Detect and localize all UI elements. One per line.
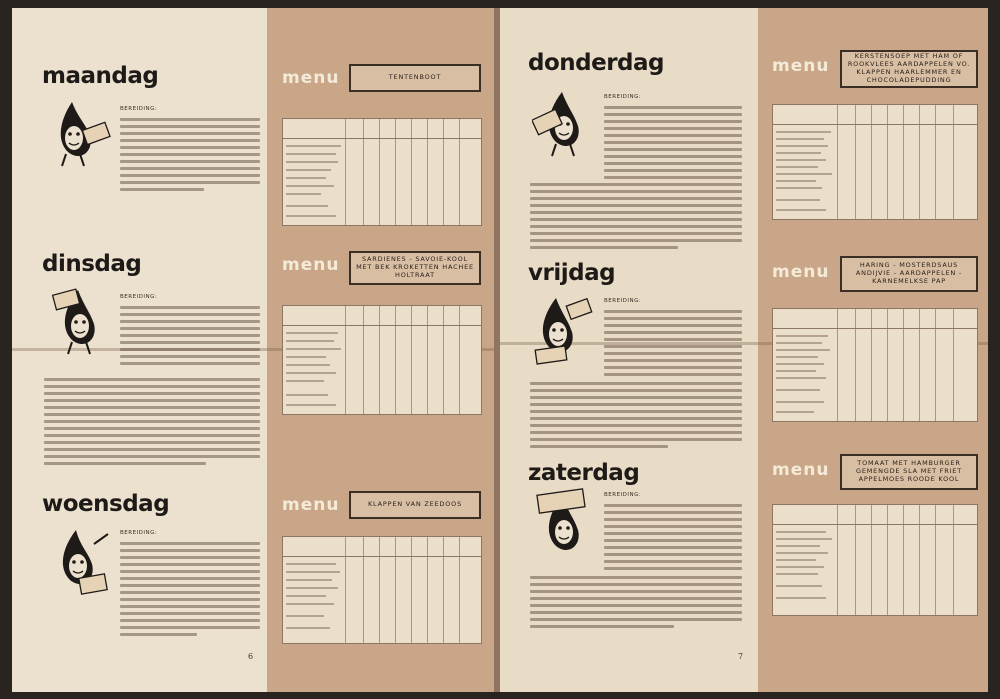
day-title-donderdag: donderdag xyxy=(528,50,664,76)
recipe-text-woensdag xyxy=(120,542,260,640)
recipe-text-dinsdag-a xyxy=(120,306,260,369)
menu-word: menu xyxy=(772,56,830,76)
menu-title-box xyxy=(349,491,481,519)
nutrition-table xyxy=(282,118,482,226)
bereiding-label: BEREIDING: xyxy=(604,94,642,100)
menu-word: menu xyxy=(282,255,340,275)
day-title-woensdag: woensdag xyxy=(42,491,170,517)
menu-word: menu xyxy=(772,460,830,480)
day-title-dinsdag: dinsdag xyxy=(42,251,142,277)
recipe-text-vrijdag-b xyxy=(530,382,742,452)
recipe-text-zaterdag-b xyxy=(530,576,742,632)
nutrition-table xyxy=(282,536,482,644)
recipe-text-donderdag-a xyxy=(604,106,742,183)
right-page xyxy=(500,8,988,692)
bereiding-label: BEREIDING: xyxy=(120,294,158,300)
menu-word: menu xyxy=(282,495,340,515)
recipe-text-vrijdag-a xyxy=(604,310,742,380)
nutrition-table xyxy=(772,104,978,220)
mascot-icon xyxy=(50,96,114,170)
page-number: 6 xyxy=(248,652,254,661)
menu-title: KERSTENSOEP MET HAM OF ROOKVLEES AARDAPPELEN VO. KLAPPEN HAARLEMMER EN CHOCOLADEPUDDING xyxy=(847,52,971,84)
mascot-icon xyxy=(532,292,596,366)
recipe-text-zaterdag-a xyxy=(604,504,742,574)
menu-title: SARDIENES - SAVOIE-KOOL MET BEK KROKETTEN HACHEE HOLTRAAT xyxy=(356,255,474,279)
mascot-icon xyxy=(532,488,596,562)
menu-title-box xyxy=(349,251,481,285)
mascot-icon xyxy=(532,86,596,160)
bereiding-label: BEREIDING: xyxy=(120,530,158,536)
menu-title: HARING - MOSTERDSAUS ANDIJVIE - AARDAPPELEN - KARNEMELKSE PAP xyxy=(855,261,963,285)
recipe-text-donderdag-b xyxy=(530,183,742,253)
menu-title-box xyxy=(840,454,978,490)
day-title-vrijdag: vrijdag xyxy=(528,260,616,286)
bereiding-label: BEREIDING: xyxy=(604,298,642,304)
menu-title-box xyxy=(349,64,481,92)
left-page xyxy=(12,8,494,692)
recipe-text-maandag xyxy=(120,118,260,195)
menu-title-box xyxy=(840,256,978,292)
day-title-zaterdag: zaterdag xyxy=(528,460,640,486)
menu-title-box xyxy=(840,50,978,88)
menu-title: TENTENBOOT xyxy=(388,73,442,82)
bereiding-label: BEREIDING: xyxy=(120,106,158,112)
nutrition-table xyxy=(282,305,482,415)
bereiding-label: BEREIDING: xyxy=(604,492,642,498)
nutrition-table xyxy=(772,504,978,616)
nutrition-table xyxy=(772,308,978,422)
mascot-icon xyxy=(50,284,114,358)
recipe-text-dinsdag-b xyxy=(44,378,260,469)
menu-title: KLAPPEN VAN ZEEDOOS xyxy=(368,500,462,509)
day-title-maandag: maandag xyxy=(42,63,159,89)
menu-word: menu xyxy=(772,262,830,282)
menu-title: TOMAAT MET HAMBURGER GEMENGDE SLA MET FRIET APPELMOES ROODE KOOL xyxy=(856,459,962,483)
mascot-icon xyxy=(50,524,114,598)
menu-word: menu xyxy=(282,68,340,88)
page-number: 7 xyxy=(738,652,744,661)
